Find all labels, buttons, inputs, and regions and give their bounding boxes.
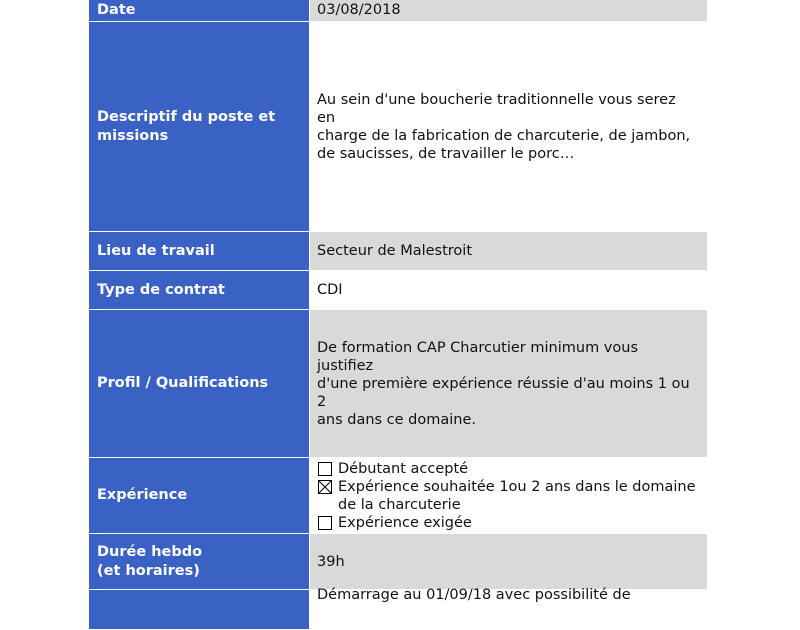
- row-demarrage: [89, 590, 708, 630]
- checkbox-debutant[interactable]: [318, 462, 332, 476]
- value-descriptif: Au sein d'une boucherie traditionnelle vous serez en charge de la fabrication de charcuterie, de jambon, de saucisses, de travailler le porc…: [310, 22, 708, 232]
- checkbox-cross-icon: [319, 481, 331, 493]
- label-duree: Durée hebdo (et horaires): [89, 534, 310, 590]
- row-experience: [89, 458, 708, 534]
- row-lieu: [89, 232, 708, 271]
- value-experience: [310, 458, 708, 534]
- experience-option: [317, 478, 697, 514]
- experience-option-label: Expérience exigée: [338, 514, 472, 531]
- experience-option-label: Expérience souhaitée 1ou 2 ans dans le domaine de la charcuterie: [338, 478, 696, 513]
- value-date: 03/08/2018: [310, 0, 708, 22]
- row-descriptif: [89, 22, 708, 232]
- row-duree: [89, 534, 708, 590]
- experience-option-label: Débutant accepté: [338, 460, 469, 477]
- experience-option: [317, 514, 697, 532]
- row-date: [89, 0, 708, 22]
- label-demarrage: [89, 590, 310, 630]
- label-lieu: Lieu de travail: [89, 232, 310, 271]
- value-duree: 39h: [310, 534, 708, 590]
- label-date: Date: [89, 0, 310, 22]
- label-descriptif: Descriptif du poste et missions: [89, 22, 310, 232]
- value-lieu: Secteur de Malestroit: [310, 232, 708, 271]
- value-demarrage: [310, 587, 708, 630]
- value-demarrage-text: Démarrage au 01/09/18 avec possibilité de: [317, 587, 631, 603]
- label-profil: Profil / Qualifications: [89, 310, 310, 458]
- checkbox-exigee[interactable]: [318, 516, 332, 530]
- job-offer-table: [88, 0, 708, 630]
- row-contrat: [89, 271, 708, 310]
- label-contrat: Type de contrat: [89, 271, 310, 310]
- experience-option: [317, 460, 697, 478]
- value-profil: De formation CAP Charcutier minimum vous justifiez d'une première expérience réussie d'au moins 1 ou 2 ans dans ce domaine.: [310, 310, 708, 458]
- row-profil: [89, 310, 708, 458]
- value-contrat: CDI: [310, 271, 708, 310]
- label-experience: Expérience: [89, 458, 310, 534]
- checkbox-souhaitee[interactable]: [318, 480, 332, 494]
